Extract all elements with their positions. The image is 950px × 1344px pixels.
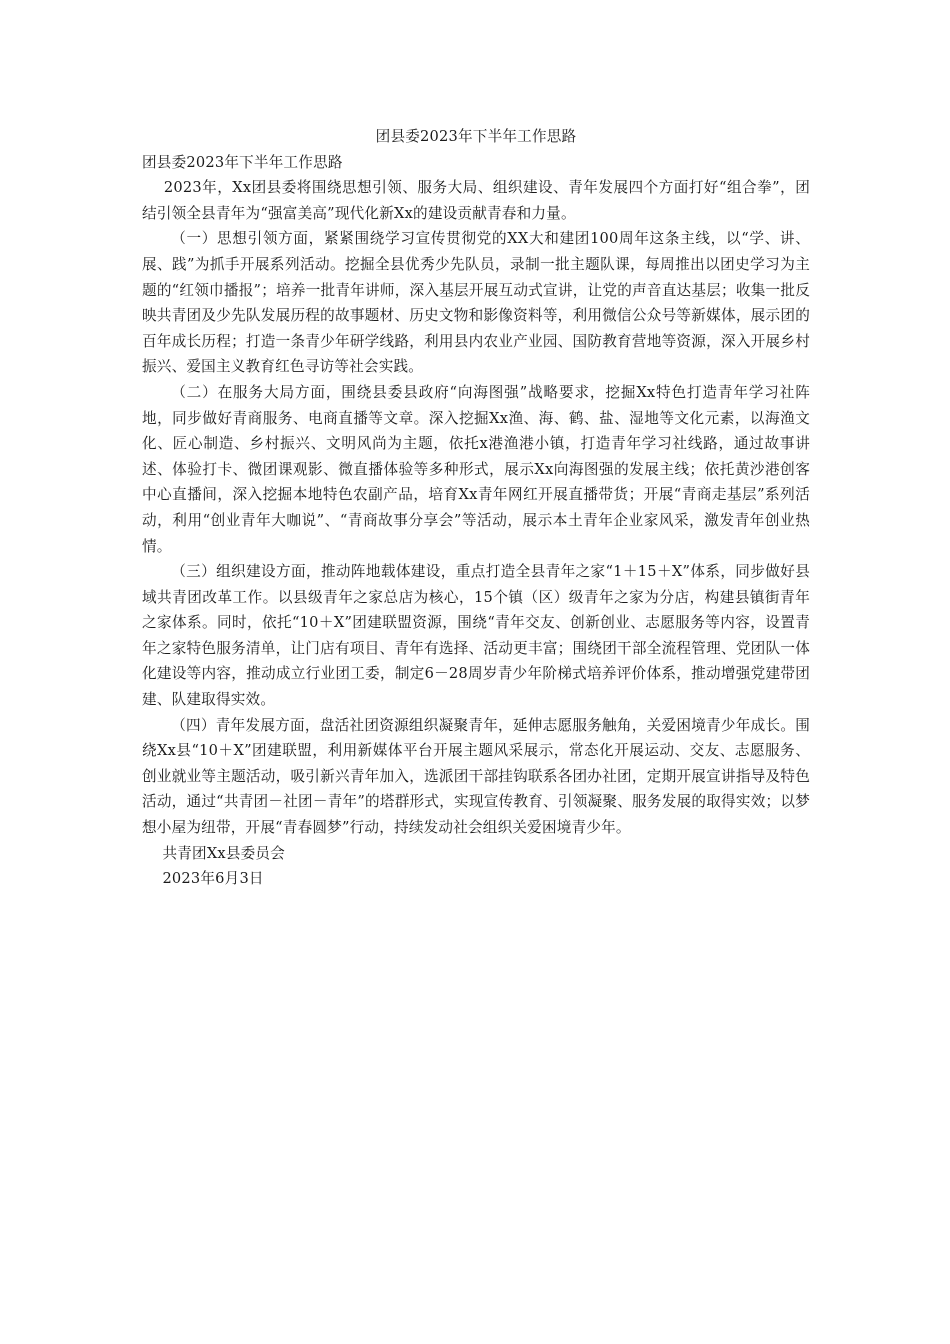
signature: 共青团Xx县委员会 — [162, 844, 286, 862]
document-title: 团县委2023年下半年工作思路 — [375, 128, 577, 145]
paragraph-organization-building: （三）组织建设方面，推动阵地载体建设，重点打造全县青年之家“1＋15＋X”体系，同步做好县域共青团改革工作。以县级青年之家总店为核心，15个镇（区）级青年之家为分店，构建县镇街青年之家体系。同时，依托“10＋X”团建联盟资源，围绕“青年交友、创新创业、志愿服务等内容，设置青年之家特色服务清单，让门店有项目、青年有选择、活动更丰富；围绕团干部全流程管理、党团队一体化建设等内容，推动成立行业团工委，制定6－28周岁青少年阶梯式培养评价体系，推动增强党建带团建、队建取得实效。 — [142, 563, 810, 709]
document-body — [142, 124, 810, 892]
document-subtitle: 团县委2023年下半年工作思路 — [142, 153, 343, 171]
paragraph-intro: 2023年，Xx团县委将围绕思想引领、服务大局、组织建设、青年发展四个方面打好“组合拳”，团结引领全县青年为“强富美高”现代化新Xx的建设贡献青春和力量。 — [142, 179, 810, 222]
paragraph-serving-overall-situation: （二）在服务大局方面，围绕县委县政府“向海图强”战略要求，挖掘Xx特色打造青年学习社阵地，同步做好青商服务、电商直播等文章。深入挖掘Xx渔、海、鹤、盐、湿地等文化元素，以海渔文化、匠心制造、乡村振兴、文明风尚为主题，依托x港渔港小镇，打造青年学习社线路，通过故事讲述、体验打卡、微团课观影、微直播体验等多种形式，展示Xx向海图强的发展主线；依托黄沙港创客中心直播间，深入挖掘本地特色农副产品，培育Xx青年网红开展直播带货；开展“青商走基层”系列活动，利用“创业青年大咖说”、“青商故事分享会”等活动，展示本土青年企业家风采，激发青年创业热情。 — [142, 383, 810, 555]
paragraph-youth-development: （四）青年发展方面，盘活社团资源组织凝聚青年，延伸志愿服务触角，关爱困境青少年成长。围绕Xx县“10＋X”团建联盟，利用新媒体平台开展主题风采展示，常态化开展运动、交友、志愿服务、创业就业等主题活动，吸引新兴青年加入，选派团干部挂钩联系各团办社团，定期开展宣讲指导及特色活动，通过“共青团－社团－青年”的塔群形式，实现宣传教育、引领凝聚、服务发展的取得实效；以梦想小屋为纽带，开展“青春圆梦”行动，持续发动社会组织关爱困境青少年。 — [142, 716, 810, 837]
document-date: 2023年6月3日 — [162, 870, 264, 888]
paragraph-ideological-guidance: （一）思想引领方面，紧紧围绕学习宣传贯彻党的XX大和建团100周年这条主线，以“学、讲、展、践”为抓手开展系列活动。挖掘全县优秀少先队员，录制一批主题队课，每周推出以团史学习为主题的“红领巾播报”；培养一批青年讲师，深入基层开展互动式宣讲，让党的声音直达基层；收集一批反映共青团及少先队发展历程的故事题材、历史文物和影像资料等，利用微信公众号等新媒体，展示团的百年成长历程；打造一条青少年研学线路，利用县内农业产业园、国防教育营地等资源，深入开展乡村振兴、爱国主义教育红色寻访等社会实践。 — [142, 230, 810, 376]
